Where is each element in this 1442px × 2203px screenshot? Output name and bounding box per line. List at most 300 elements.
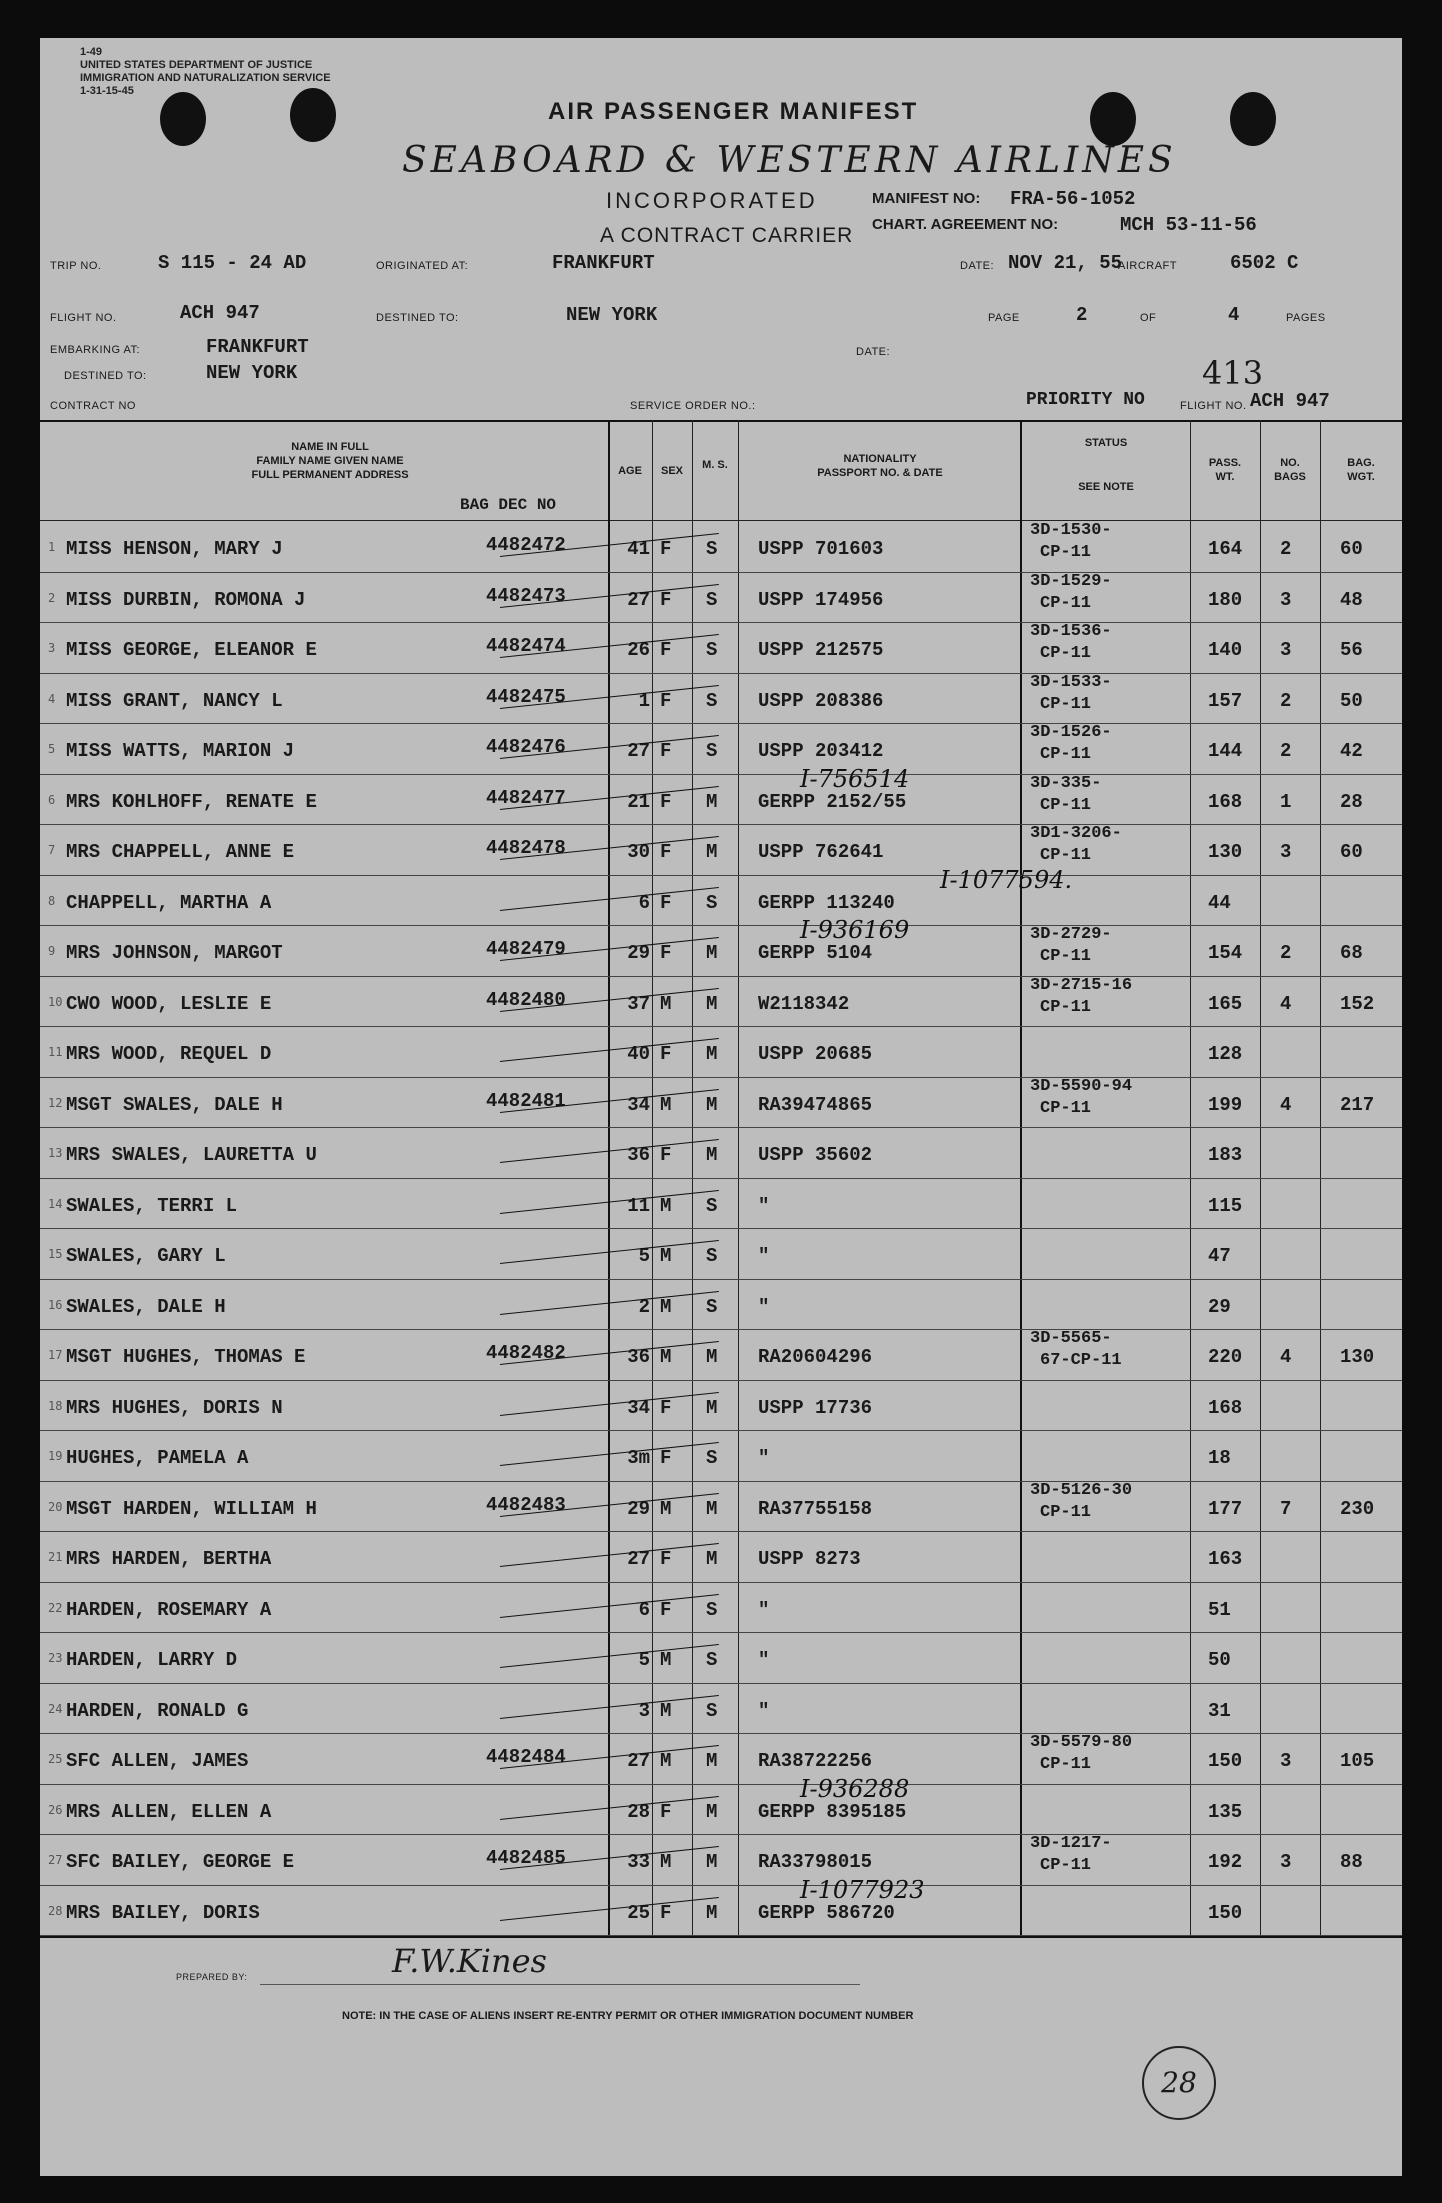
passenger-sex: F	[660, 1901, 672, 1924]
passport-number: "	[758, 1245, 770, 1267]
aircraft-label: AIRCRAFT	[1118, 260, 1177, 272]
bag-weight: 68	[1340, 942, 1363, 964]
row-rule	[40, 622, 1402, 623]
passenger-weight: 130	[1208, 841, 1243, 863]
bag-weight: 42	[1340, 740, 1363, 762]
status-line: 3D-2715-16	[1030, 975, 1133, 995]
row-rule	[40, 1279, 1402, 1280]
date-value: NOV 21, 55	[1008, 252, 1123, 274]
passenger-weight: 144	[1208, 740, 1243, 762]
row-rule	[40, 1430, 1402, 1431]
passenger-age: 33	[627, 1851, 650, 1873]
passenger-weight: 29	[1208, 1295, 1231, 1318]
row-rule	[40, 1531, 1402, 1532]
passenger-age: 5	[638, 1649, 650, 1671]
of-label: OF	[1140, 312, 1157, 324]
flight-no2-label: FLIGHT NO.	[1180, 400, 1247, 412]
nationality-header-line: NATIONALITY	[843, 453, 917, 465]
status-line: 3D-335-	[1030, 773, 1102, 793]
bag-weight: 230	[1340, 1497, 1375, 1520]
trip-no: S 115 - 24 AD	[158, 252, 307, 274]
passenger-name: MISS GRANT, NANCY L	[66, 689, 283, 712]
status-line: 3D-1536-	[1030, 622, 1112, 641]
status-line: CP-11	[1040, 745, 1092, 764]
row-rule	[40, 1077, 1402, 1078]
status-line: CP-11	[1040, 1856, 1092, 1875]
passenger-age: 28	[627, 1800, 650, 1823]
passenger-weight: 168	[1208, 1396, 1243, 1419]
passenger-name: MRS HARDEN, BERTHA	[66, 1548, 272, 1570]
passenger-weight: 183	[1208, 1144, 1243, 1166]
row-number: 26	[48, 1802, 63, 1817]
bag-weight-header	[1320, 456, 1402, 484]
passenger-age: 2	[638, 1295, 650, 1318]
passenger-age: 25	[627, 1901, 650, 1924]
bag-weight: 56	[1340, 639, 1363, 661]
status-line: CP-11	[1040, 1755, 1092, 1774]
marital-status: S	[706, 1699, 718, 1722]
status-line: 3D-2729-	[1030, 925, 1112, 944]
marital-status: S	[706, 538, 718, 560]
contract-carrier-label: A CONTRACT CARRIER	[600, 224, 854, 247]
passenger-name: MSGT HUGHES, THOMAS E	[66, 1346, 306, 1368]
manifest-no: FRA-56-1052	[1010, 188, 1136, 210]
bag-count: 4	[1280, 992, 1292, 1015]
page-total: 4	[1228, 304, 1240, 326]
row-number: 17	[48, 1348, 63, 1362]
marital-status: S	[706, 588, 718, 611]
row-number: 19	[48, 1449, 63, 1463]
marital-status: M	[706, 1497, 718, 1520]
marital-status: M	[706, 1043, 718, 1065]
marital-status: M	[706, 1093, 718, 1116]
passport-number: USPP 208386	[758, 689, 884, 712]
passenger-age: 34	[627, 1093, 650, 1116]
bag-weight: 48	[1340, 588, 1363, 611]
bag-declaration-no: 4482479	[486, 938, 566, 960]
bag-weight: 28	[1340, 790, 1363, 813]
bag-count: 2	[1280, 538, 1292, 560]
chart-agreement-label: CHART. AGREEMENT NO:	[872, 216, 1059, 233]
bag-declaration-no: 4482473	[486, 584, 566, 607]
airline-name: SEABOARD & WESTERN AIRLINES	[402, 140, 1177, 181]
row-number: 24	[48, 1701, 63, 1716]
passenger-name: HUGHES, PAMELA A	[66, 1447, 249, 1469]
passenger-age: 29	[627, 942, 650, 964]
pass-weight-header	[1190, 456, 1260, 484]
passenger-weight: 164	[1208, 538, 1243, 560]
row-rule	[40, 1481, 1402, 1482]
passenger-sex: F	[660, 639, 672, 661]
flight-no: ACH 947	[180, 302, 260, 324]
priority-label: PRIORITY NO	[1026, 390, 1145, 410]
status-line: CP-11	[1040, 795, 1092, 815]
passenger-name: HARDEN, ROSEMARY A	[66, 1598, 272, 1621]
destined-to-2: NEW YORK	[206, 362, 298, 384]
status-line: CP-11	[1040, 846, 1092, 865]
passenger-weight: 150	[1208, 1901, 1243, 1924]
passenger-name: MSGT HARDEN, WILLIAM H	[66, 1497, 317, 1520]
name-header-line: FAMILY NAME GIVEN NAME	[256, 455, 404, 467]
passenger-weight: 115	[1208, 1194, 1243, 1217]
passenger-sex: F	[660, 1043, 672, 1065]
passenger-sex: F	[660, 538, 672, 560]
row-rule	[40, 1127, 1402, 1128]
bag-weight: 217	[1340, 1093, 1375, 1116]
destined2-label: DESTINED TO:	[64, 370, 147, 382]
row-number: 15	[48, 1247, 63, 1261]
passenger-name: CHAPPELL, MARTHA A	[66, 891, 272, 914]
passenger-weight: 150	[1208, 1750, 1243, 1772]
passenger-name: MRS ALLEN, ELLEN A	[66, 1800, 272, 1823]
row-rule	[40, 673, 1402, 674]
row-number: 13	[48, 1146, 63, 1160]
handwritten-document-number: I-936288	[800, 1774, 910, 1803]
row-number: 28	[48, 1903, 63, 1918]
pass-weight-header-line: WT.	[1215, 471, 1235, 483]
signature: F.W.Kines	[392, 1942, 547, 1980]
row-rule	[40, 875, 1402, 876]
passenger-sex: M	[660, 1699, 672, 1722]
bag-count: 1	[1280, 790, 1292, 813]
row-rule	[40, 1228, 1402, 1229]
handwritten-document-number: I-1077923	[800, 1875, 925, 1904]
marital-status: S	[706, 1447, 718, 1469]
passenger-name: MRS HUGHES, DORIS N	[66, 1396, 283, 1419]
marital-status: S	[706, 1295, 718, 1318]
alien-note: NOTE: IN THE CASE OF ALIENS INSERT RE-ENTRY PERMIT OR OTHER IMMIGRATION DOCUMENT NUMBER	[342, 2010, 914, 2022]
bag-count: 4	[1280, 1093, 1292, 1116]
passenger-weight: 51	[1208, 1598, 1231, 1621]
marital-status: S	[706, 1194, 718, 1217]
passenger-name: SWALES, DALE H	[66, 1295, 226, 1318]
dept-line: UNITED STATES DEPARTMENT OF JUSTICE	[80, 59, 313, 71]
passenger-sex: M	[660, 1295, 672, 1318]
handwritten-document-number: I-756514	[800, 764, 910, 793]
passenger-weight: 177	[1208, 1497, 1243, 1520]
row-number: 4	[48, 691, 56, 706]
marital-status: M	[706, 1901, 718, 1924]
service-order-label: SERVICE ORDER NO.:	[630, 400, 756, 412]
marital-status: S	[706, 1245, 718, 1267]
punch-hole	[160, 92, 206, 146]
passenger-sex: F	[660, 740, 672, 762]
passenger-name: MRS WOOD, REQUEL D	[66, 1043, 272, 1065]
handwritten-document-number: I-936169	[800, 916, 910, 944]
prepared-by-label: PREPARED BY:	[176, 1972, 248, 1982]
passenger-name: MISS GEORGE, ELEANOR E	[66, 639, 317, 661]
age-header: AGE	[618, 465, 642, 477]
passenger-weight: 135	[1208, 1800, 1243, 1823]
bag-declaration-no: 4482477	[486, 786, 566, 809]
passenger-sex: M	[660, 1194, 672, 1217]
row-rule	[40, 1683, 1402, 1684]
flight-no-label: FLIGHT NO.	[50, 312, 117, 324]
form-code: 1-49	[80, 46, 103, 58]
passenger-name: MRS JOHNSON, MARGOT	[66, 942, 283, 964]
bag-count: 3	[1280, 639, 1292, 661]
pages-label: PAGES	[1286, 312, 1326, 324]
row-number: 18	[48, 1398, 63, 1413]
passenger-name: MSGT SWALES, DALE H	[66, 1093, 283, 1116]
row-rule	[40, 1582, 1402, 1583]
status-line: CP-11	[1040, 997, 1092, 1017]
passenger-age: 26	[627, 639, 650, 661]
passenger-sex: F	[660, 1396, 672, 1419]
nationality-header-line: PASSPORT NO. & DATE	[817, 467, 943, 479]
contract-no-label: CONTRACT NO	[50, 400, 136, 412]
passport-number: "	[758, 1649, 770, 1671]
passport-number: GERPP 8395185	[758, 1800, 907, 1823]
passenger-age: 1	[638, 689, 650, 712]
passenger-weight: 220	[1208, 1346, 1243, 1368]
flight-no-2: ACH 947	[1250, 390, 1330, 412]
passenger-name: HARDEN, LARRY D	[66, 1649, 238, 1671]
form-number: 1-31-15-45	[80, 85, 134, 97]
passenger-age: 40	[627, 1043, 650, 1065]
status-line: CP-11	[1040, 593, 1092, 613]
passenger-weight: 199	[1208, 1093, 1243, 1116]
passport-number: "	[758, 1598, 770, 1621]
marital-status: M	[706, 992, 718, 1015]
aircraft-value: 6502 C	[1230, 252, 1299, 274]
chart-agreement-no: MCH 53-11-56	[1120, 214, 1257, 236]
row-number: 2	[48, 590, 56, 605]
passenger-sex: M	[660, 992, 672, 1015]
row-number: 7	[48, 843, 56, 857]
passport-number: USPP 212575	[758, 639, 884, 661]
row-number: 21	[48, 1550, 63, 1564]
punch-hole	[1230, 92, 1276, 146]
destined-label: DESTINED TO:	[376, 312, 459, 324]
marital-status: M	[706, 1346, 718, 1368]
passenger-sex: M	[660, 1851, 672, 1873]
row-rule	[40, 1178, 1402, 1179]
bag-declaration-no: 4482480	[486, 988, 566, 1011]
marital-status: S	[706, 639, 718, 661]
passport-number: USPP 701603	[758, 538, 884, 560]
row-rule	[40, 925, 1402, 926]
passenger-name: MRS KOHLHOFF, RENATE E	[66, 790, 317, 813]
bag-count: 3	[1280, 841, 1292, 863]
passenger-age: 6	[638, 1598, 650, 1621]
marital-status: M	[706, 1144, 718, 1166]
bag-declaration-no: 4482483	[486, 1493, 566, 1516]
passport-number: USPP 20685	[758, 1043, 873, 1065]
passenger-sex: F	[660, 942, 672, 964]
row-rule	[40, 774, 1402, 775]
passenger-age: 3	[638, 1699, 650, 1722]
row-rule	[40, 572, 1402, 573]
bag-count: 2	[1280, 689, 1292, 712]
marital-status: S	[706, 1649, 718, 1671]
incorporated-label: INCORPORATED	[606, 188, 818, 213]
name-header-line: FULL PERMANENT ADDRESS	[251, 469, 409, 481]
passport-number: RA37755158	[758, 1497, 873, 1520]
passenger-age: 11	[627, 1194, 650, 1217]
passenger-name: MRS CHAPPELL, ANNE E	[66, 841, 295, 863]
status-line: 3D-1529-	[1030, 571, 1112, 591]
passenger-age: 29	[627, 1497, 650, 1520]
row-number: 20	[48, 1499, 63, 1514]
status-line: 3D-5126-30	[1030, 1480, 1133, 1500]
bag-count: 7	[1280, 1497, 1292, 1520]
row-number: 1	[48, 540, 56, 554]
passenger-weight: 163	[1208, 1548, 1243, 1570]
passenger-age: 6	[638, 891, 650, 914]
passenger-name: MISS DURBIN, ROMONA J	[66, 588, 306, 611]
row-number: 12	[48, 1095, 63, 1110]
row-rule	[40, 1632, 1402, 1633]
bag-weight: 152	[1340, 992, 1375, 1015]
passport-number: USPP 8273	[758, 1548, 861, 1570]
marital-status: M	[706, 1800, 718, 1823]
bag-count: 2	[1280, 740, 1292, 762]
status-line: 3D1-3206-	[1030, 824, 1122, 843]
passenger-age: 27	[627, 740, 650, 762]
row-number: 8	[48, 893, 56, 908]
passport-number: "	[758, 1194, 770, 1217]
bag-count: 3	[1280, 588, 1292, 611]
bag-declaration-no: 4482476	[486, 736, 566, 758]
status-line: 3D-1533-	[1030, 672, 1112, 692]
row-number: 3	[48, 641, 56, 655]
status-header	[1022, 436, 1190, 494]
passport-number: "	[758, 1699, 770, 1722]
embarking-label: EMBARKING AT:	[50, 344, 141, 356]
bag-declaration-no: 4482484	[486, 1746, 566, 1768]
row-rule	[40, 824, 1402, 825]
manifest-no-label: MANIFEST NO:	[872, 190, 981, 207]
date2-label: DATE:	[856, 346, 891, 358]
marital-status: M	[706, 1396, 718, 1419]
passport-number: GERPP 586720	[758, 1901, 895, 1924]
status-line: CP-11	[1040, 694, 1092, 714]
bag-weight: 60	[1340, 538, 1363, 560]
passport-number: USPP 35602	[758, 1144, 873, 1166]
header-bottom-rule	[40, 520, 1402, 521]
status-line: 3D-5565-	[1030, 1329, 1112, 1348]
name-header-line: NAME IN FULL	[291, 441, 369, 453]
passport-number: RA38722256	[758, 1750, 873, 1772]
row-rule	[40, 1935, 1402, 1936]
status-line: 67-CP-11	[1040, 1351, 1122, 1370]
bag-declaration-no: 4482472	[486, 534, 566, 556]
bag-dec-header: BAG DEC NO	[460, 496, 557, 514]
form-title: AIR PASSENGER MANIFEST	[548, 98, 919, 125]
bag-weight: 60	[1340, 841, 1363, 863]
passenger-age: 41	[627, 538, 650, 560]
sex-header: SEX	[660, 465, 683, 477]
passenger-sex: M	[660, 1346, 672, 1368]
passenger-age: 3m	[627, 1447, 650, 1469]
passenger-age: 30	[627, 841, 650, 863]
bag-declaration-no: 4482478	[486, 837, 566, 859]
bag-count: 3	[1280, 1851, 1292, 1873]
marital-status: M	[706, 1548, 718, 1570]
row-number: 14	[48, 1196, 63, 1211]
passenger-name: SFC BAILEY, GEORGE E	[66, 1851, 295, 1873]
passenger-weight: 47	[1208, 1245, 1231, 1267]
bag-count: 3	[1280, 1750, 1292, 1772]
passenger-weight: 18	[1208, 1447, 1231, 1469]
passenger-sex: F	[660, 689, 672, 712]
row-number: 27	[48, 1853, 63, 1867]
passport-number: RA20604296	[758, 1346, 873, 1368]
passenger-age: 5	[638, 1245, 650, 1267]
passenger-sex: F	[660, 1144, 672, 1166]
row-number: 6	[48, 792, 56, 807]
marital-status: S	[706, 689, 718, 712]
pass-weight-header-line: PASS.	[1208, 457, 1242, 469]
status-line: 3D-1530-	[1030, 521, 1112, 540]
marital-status: M	[706, 790, 718, 813]
bag-weight-header-line: BAG.	[1347, 457, 1375, 469]
marital-status: S	[706, 1598, 718, 1621]
page-number: 2	[1076, 304, 1088, 326]
table-top-rule	[40, 420, 1402, 422]
status-line: CP-11	[1040, 644, 1092, 663]
passenger-age: 34	[627, 1396, 650, 1419]
no-bags-header-line: BAGS	[1274, 471, 1306, 483]
bag-weight: 105	[1340, 1750, 1375, 1772]
passenger-sex: F	[660, 841, 672, 863]
row-number: 22	[48, 1600, 63, 1615]
passenger-weight: 192	[1208, 1851, 1243, 1873]
passport-number: GERPP 2152/55	[758, 790, 907, 813]
bag-count: 4	[1280, 1346, 1292, 1368]
row-rule	[40, 976, 1402, 977]
status-line: CP-11	[1040, 1502, 1092, 1522]
manifest-sheet	[40, 38, 1402, 2176]
passenger-age: 27	[627, 1750, 650, 1772]
passport-number: "	[758, 1447, 770, 1469]
passenger-sex: F	[660, 1447, 672, 1469]
marital-status: M	[706, 1750, 718, 1772]
marital-status: M	[706, 841, 718, 863]
handwritten-document-number: I-1077594.	[940, 865, 1073, 894]
passenger-sex: F	[660, 1598, 672, 1621]
passenger-sex: M	[660, 1497, 672, 1520]
passenger-weight: 165	[1208, 992, 1243, 1015]
service-line: IMMIGRATION AND NATURALIZATION SERVICE	[80, 72, 331, 84]
bag-weight: 50	[1340, 689, 1363, 712]
passenger-sex: F	[660, 588, 672, 611]
circled-page-number: 28	[1142, 2046, 1216, 2120]
page-label: PAGE	[988, 312, 1020, 324]
passport-number: W2118342	[758, 992, 850, 1015]
passenger-name: CWO WOOD, LESLIE E	[66, 992, 272, 1015]
row-rule	[40, 1885, 1402, 1886]
passenger-age: 27	[627, 588, 650, 611]
row-rule	[40, 1784, 1402, 1785]
passport-number: "	[758, 1295, 770, 1318]
row-number: 10	[48, 994, 63, 1009]
passport-number: USPP 174956	[758, 588, 884, 611]
no-bags-header-line: NO.	[1280, 457, 1300, 469]
punch-hole	[1090, 92, 1136, 146]
row-number: 16	[48, 1297, 63, 1312]
trip-no-label: TRIP NO.	[50, 260, 102, 272]
row-rule	[40, 1329, 1402, 1330]
destined-to: NEW YORK	[566, 304, 658, 326]
passenger-weight: 31	[1208, 1699, 1231, 1722]
signature-line	[260, 1984, 860, 1985]
passenger-age: 21	[627, 790, 650, 813]
bag-declaration-no: 4482482	[486, 1342, 566, 1364]
passenger-weight: 168	[1208, 790, 1243, 813]
no-bags-header	[1260, 456, 1320, 484]
